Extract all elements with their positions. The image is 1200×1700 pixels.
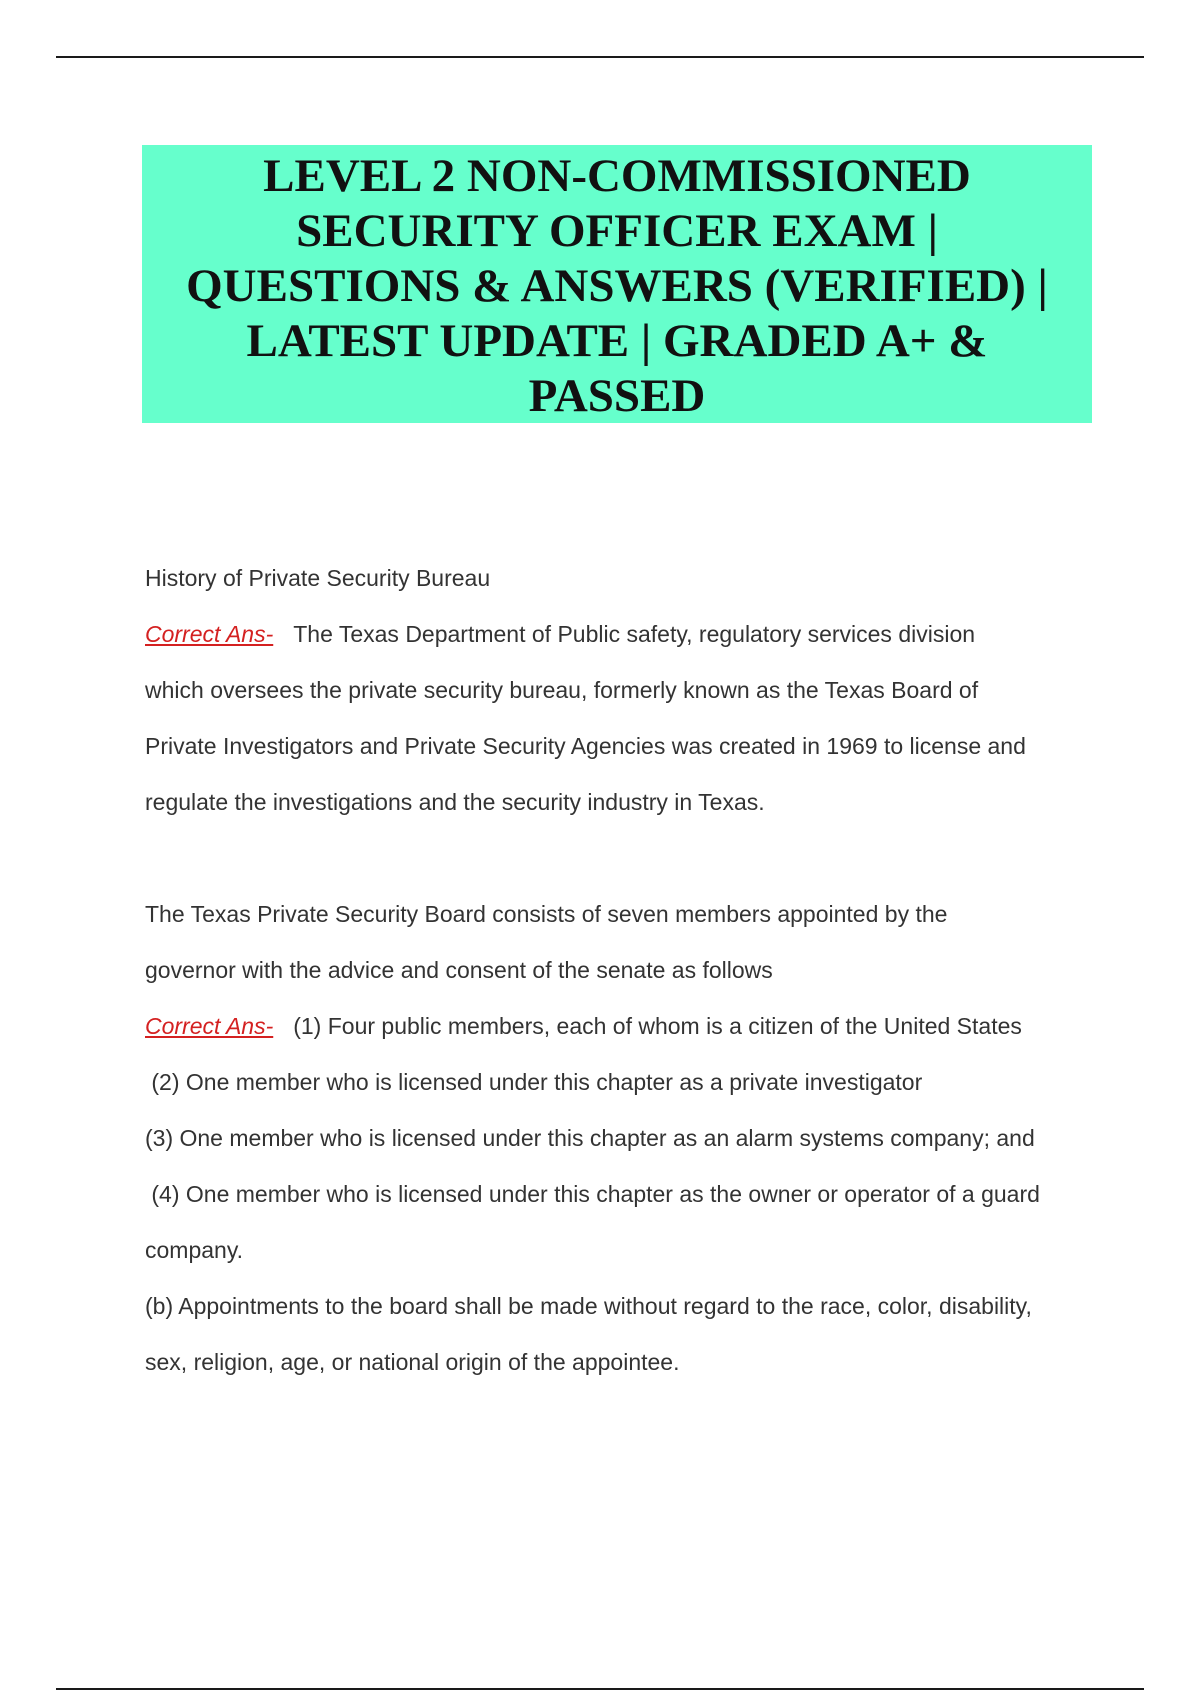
question-2-line: governor with the advice and consent of the senate as follows: [145, 957, 773, 983]
answer-2-line: company.: [145, 1237, 244, 1263]
correct-answer-label: Correct Ans-: [145, 621, 274, 647]
answer-2-line: (4) One member who is licensed under this chapter as the owner or operator of a guard: [145, 1181, 1040, 1207]
title-line-3: QUESTIONS & ANSWERS (VERIFIED) |: [186, 260, 1048, 312]
answer-1-text: The Texas Department of Public safety, regulatory services division: [293, 621, 976, 647]
title-line-1: LEVEL 2 NON-COMMISSIONED: [263, 150, 971, 202]
answer-1-first-line: [145, 606, 1095, 662]
answer-2-text: (1) Four public members, each of whom is a citizen of the United States: [293, 1013, 1022, 1039]
answer-2-line: (b) Appointments to the board shall be made without regard to the race, color, disability,: [145, 1293, 1032, 1319]
document-body: [145, 550, 1095, 1390]
top-divider: [56, 56, 1144, 58]
question-2-line: The Texas Private Security Board consists of seven members appointed by the: [145, 901, 948, 927]
bottom-divider: [56, 1688, 1144, 1690]
title-banner: [142, 145, 1092, 423]
answer-1-line: which oversees the private security bureau, formerly known as the Texas Board of: [145, 677, 979, 703]
answer-2-line: (3) One member who is licensed under this chapter as an alarm systems company; and: [145, 1125, 1035, 1151]
answer-1-line: Private Investigators and Private Security Agencies was created in 1969 to license and: [145, 733, 1026, 759]
correct-answer-label: Correct Ans-: [145, 1013, 274, 1039]
title-line-2: SECURITY OFFICER EXAM |: [296, 205, 938, 257]
title-line-5: PASSED: [528, 370, 706, 422]
answer-2-first-line: [145, 998, 1095, 1054]
question-1: History of Private Security Bureau: [145, 565, 491, 591]
answer-2-line: (2) One member who is licensed under this chapter as a private investigator: [145, 1069, 923, 1095]
answer-1-line: regulate the investigations and the security industry in Texas.: [145, 789, 765, 815]
answer-2-line: sex, religion, age, or national origin of the appointee.: [145, 1349, 680, 1375]
title-line-4: LATEST UPDATE | GRADED A+ &: [246, 315, 988, 367]
